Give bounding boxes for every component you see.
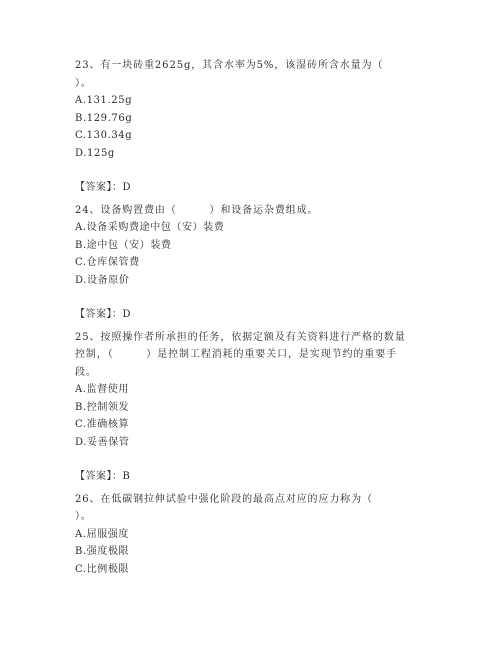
- option-d: D.125g: [75, 147, 115, 159]
- option-b: B.强度极限: [75, 546, 130, 557]
- option-b: B.途中包（安）装费: [75, 239, 172, 251]
- answer-label: 【答案】：B: [75, 471, 131, 482]
- question-stem-line: 24、设备购置费由（ ）和设备运杂费组成。: [75, 204, 319, 216]
- option-c: C.仓库保管费: [75, 257, 140, 268]
- question-stem: [75, 57, 425, 92]
- question-stem-line: ）。: [75, 511, 92, 522]
- question-24: [75, 202, 425, 324]
- option-b: B.控制领发: [75, 401, 130, 413]
- option-a: A.131.25g: [75, 95, 133, 106]
- option-a: A.设备采购费途中包（安）装费: [75, 222, 225, 233]
- question-26: [75, 491, 425, 579]
- question-stem-line: 23、有一块砖重2625g，其含水率为5%，该湿砖所含水量为（: [75, 60, 384, 71]
- question-stem-line: 段。: [75, 366, 97, 378]
- option-c: C.比例极限: [75, 563, 130, 575]
- question-stem-line: 26、在低碳钢拉伸试验中强化阶段的最高点对应的应力称为（: [75, 493, 373, 505]
- option-d: D.设备原价: [75, 274, 130, 286]
- option-b: B.129.76g: [75, 112, 133, 124]
- option-d: D.妥善保管: [75, 436, 130, 448]
- question-stem-line: ）。: [75, 77, 92, 89]
- question-stem: [75, 491, 425, 526]
- question-stem-line: 控制，（ ）是控制工程消耗的重要关口，是实现节约的重要手: [75, 349, 397, 360]
- option-c: C.130.34g: [75, 130, 133, 141]
- answer-label: 【答案】：D: [75, 182, 132, 193]
- option-c: C.准确核算: [75, 419, 130, 430]
- question-25: [75, 329, 425, 486]
- option-a: A.屈服强度: [75, 528, 130, 540]
- question-23: [75, 57, 425, 197]
- answer-label: 【答案】：D: [75, 309, 132, 320]
- option-a: A.监督使用: [75, 384, 130, 395]
- question-stem: [75, 202, 425, 220]
- question-stem-line: 25、按照操作者所承担的任务，依据定额及有关资料进行严格的数量: [75, 331, 406, 343]
- question-stem: [75, 329, 425, 382]
- exam-page: [75, 57, 425, 578]
